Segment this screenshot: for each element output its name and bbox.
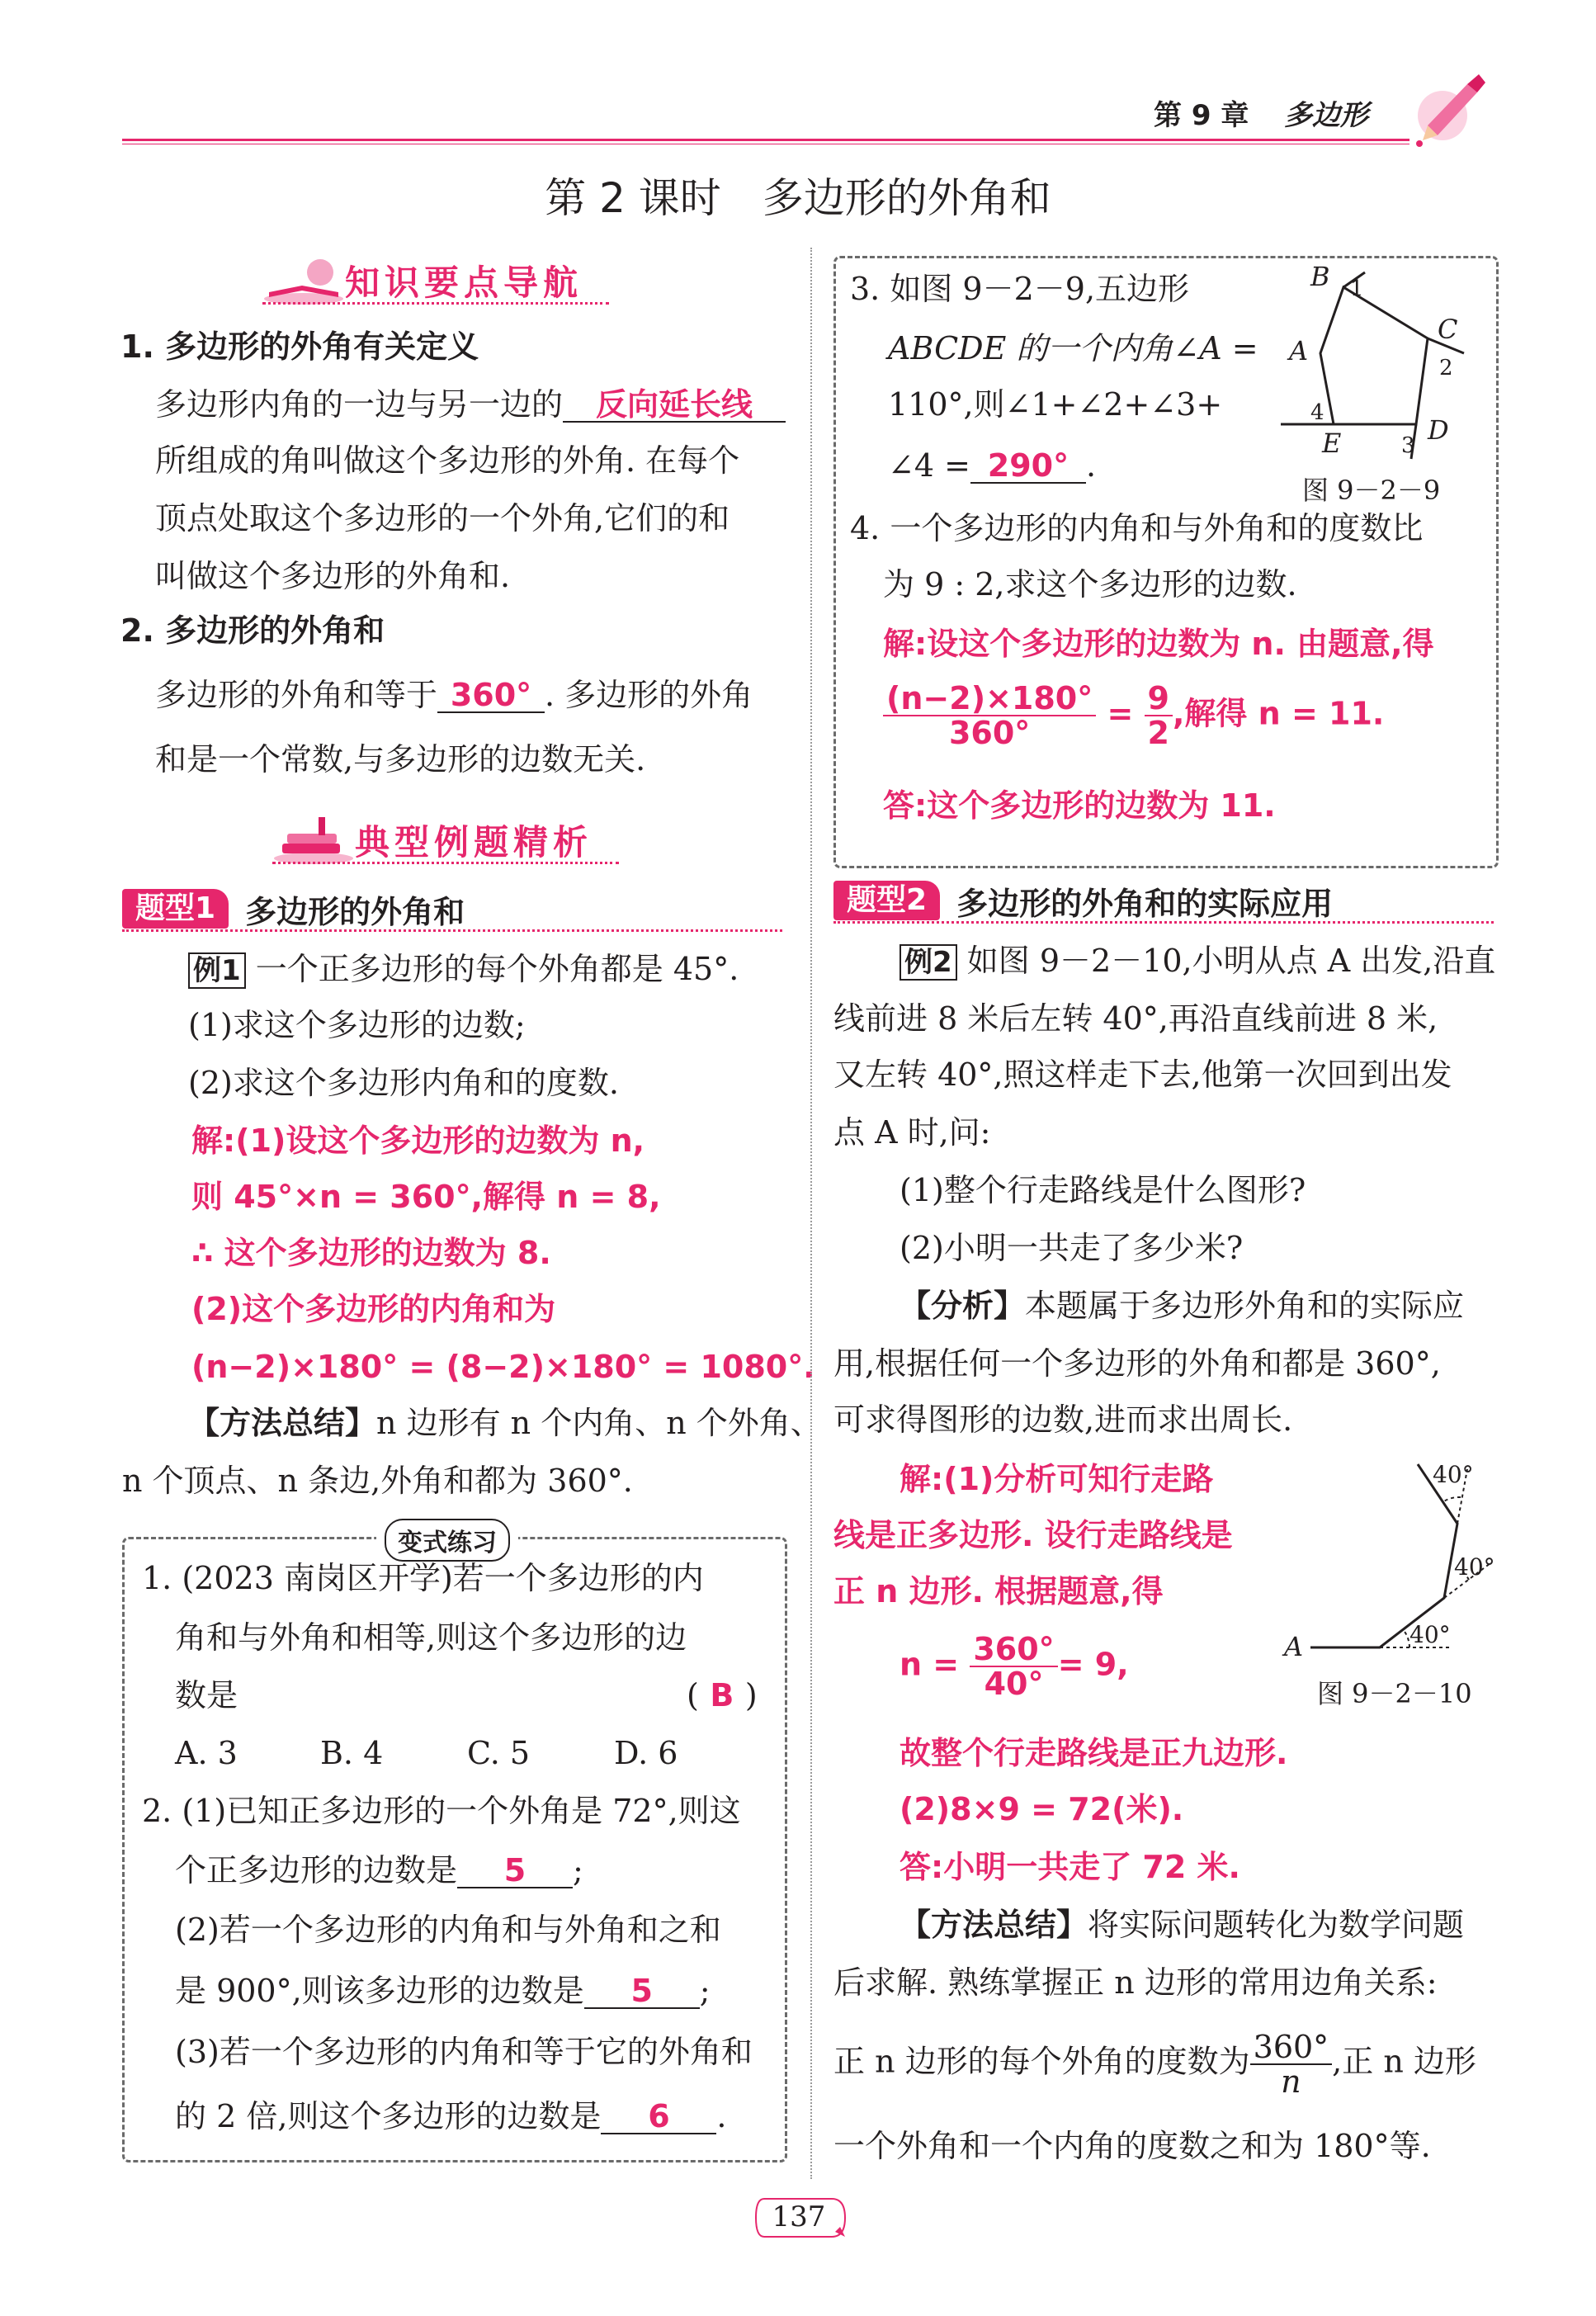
figure-pentagon: [1263, 262, 1485, 477]
chapter-number: 第 9 章: [1154, 99, 1249, 132]
practice2-text2: 是 900°,则该多边形的边数是: [175, 1973, 584, 2009]
method2-line4: 一个外角和一个内角的度数之和为 180°等.: [833, 2128, 1431, 2164]
knowledge-item2-line2: 和是一个常数,与多边形的边数无关.: [155, 741, 646, 778]
practice2-answer1: 5: [457, 1854, 573, 1888]
fig2-angle-1: 40°: [1409, 1621, 1451, 1648]
example1-solution-2: 则 45°×n = 360°,解得 n = 8,: [191, 1179, 661, 1215]
example2-line4: 点 A 时,问:: [833, 1114, 991, 1151]
example2-fraction: [970, 1633, 1057, 1700]
practice3-line3: 110°,则∠1+∠2+∠3+: [888, 386, 1223, 423]
type2-title: 多边形的外角和的实际应用: [956, 885, 1334, 922]
example2-solution-3: 正 n 边形. 根据题意,得: [833, 1573, 1164, 1609]
practice4-fraction2-den: 2: [1147, 715, 1169, 751]
fig2-angle-2: 40°: [1454, 1553, 1495, 1581]
example1-solution-1: 解:(1)设这个多边形的边数为 n,: [191, 1123, 645, 1159]
practice-label-text: 变式练习: [385, 1519, 510, 1562]
example2-text: 如图 9－2－10,小明从点 A 出发,沿直: [966, 943, 1496, 979]
practice1-answer-close: ): [744, 1677, 758, 1713]
walk-path: [1310, 1464, 1457, 1647]
method1-head: 【方法总结】: [188, 1405, 377, 1441]
practice1-option-d: D. 6: [614, 1735, 678, 1771]
practice2-line1: 2. (1)已知正多边形的一个外角是 72°,则这: [142, 1793, 741, 1829]
example2-solution-6: (2)8×9 = 72(米).: [900, 1791, 1184, 1827]
practice4-solution-1: 解:设这个多边形的边数为 n. 由题意,得: [883, 626, 1434, 662]
type2-tag: [833, 880, 1333, 921]
example2-label: 例2: [900, 944, 957, 981]
practice4-fraction2: [1145, 682, 1173, 749]
practice3-text: ∠4 =: [888, 447, 970, 484]
practice2-line2: [175, 1850, 583, 1890]
method1-text: n 边形有 n 个内角、n 个外角、: [376, 1405, 822, 1441]
example1-solution-3: ∴ 这个多边形的边数为 8.: [191, 1235, 551, 1271]
method2-fraction-den: n: [1281, 2063, 1301, 2100]
example1-text: 一个正多边形的每个外角都是 45°.: [255, 951, 739, 987]
practice4-fraction1: [883, 682, 1096, 749]
practice1-answer-open: (: [687, 1677, 699, 1713]
knowledge-item1-line4: 叫做这个多边形的外角和.: [155, 558, 511, 594]
method1-line1: [188, 1403, 822, 1443]
example2-solution-1: 解:(1)分析可知行走路: [900, 1461, 1214, 1497]
practice1-line3: 数是: [175, 1677, 238, 1713]
example1-line: [188, 949, 739, 989]
fig1-label-b: B: [1310, 262, 1330, 292]
practice-label: [376, 1519, 518, 1562]
fig1-angle-2: 2: [1439, 356, 1453, 380]
type2-underline: [833, 921, 1494, 924]
method2-fraction: [1250, 2030, 1333, 2098]
practice4-fraction1-den: 360°: [948, 715, 1031, 751]
method2-text: 将实际问题转化为数学问题: [1088, 1907, 1465, 1943]
examples-banner: [272, 817, 593, 863]
header-rule: [122, 139, 1409, 141]
method2-line2: 后求解. 熟练掌握正 n 边形的常用边角关系:: [833, 1964, 1438, 2001]
practice4-solution-2: [883, 682, 1384, 749]
practice2-answer3: 6: [601, 2100, 716, 2134]
pentagon-outline: [1320, 287, 1428, 424]
analysis-line2: 用,根据任何一个多边形的外角和都是 360°,: [833, 1345, 1441, 1382]
knowledge-item2-answer: 360°: [437, 678, 545, 713]
practice2-line4: [175, 1971, 711, 2011]
chapter-title: 多边形: [1284, 99, 1368, 132]
book-icon: [262, 256, 345, 305]
practice1-answer: B: [710, 1677, 734, 1713]
practice1-answer-bracket: [687, 1676, 758, 1715]
practice3-period: .: [1085, 447, 1097, 484]
fig1-angle-3: 3: [1401, 433, 1415, 458]
angle-arc-1: [1403, 1629, 1409, 1647]
figure-pentagon-caption: 图 9－2－9: [1302, 475, 1441, 506]
analysis-line1: [900, 1286, 1464, 1326]
practice2-period: .: [716, 2098, 727, 2134]
page-number: 137: [772, 2200, 826, 2233]
practice4-solution-2-text: ,解得 n = 11.: [1173, 695, 1385, 732]
type1-underline: [122, 929, 782, 932]
method2-text3-post: ,正 n 边形: [1332, 2043, 1476, 2080]
knowledge-item1-line1: [155, 385, 786, 424]
practice2-semicolon1: ;: [573, 1852, 583, 1888]
figure-walking-path-caption: 图 9－2－10: [1317, 1678, 1472, 1709]
practice4-fraction2-num: 9: [1145, 682, 1173, 716]
practice3-line4: [888, 446, 1096, 485]
practice4-line2: 为 9 : 2,求这个多边形的边数.: [883, 566, 1297, 603]
examples-banner-text: 典型例题精析: [355, 822, 593, 863]
practice2-semicolon2: ;: [699, 1973, 711, 2009]
example2-solution-4: [900, 1633, 1129, 1700]
practice2-line3: (2)若一个多边形的内角和与外角和之和: [175, 1912, 721, 1948]
knowledge-banner-underline: [262, 302, 609, 305]
example1-q2: (2)求这个多边形内角和的度数.: [188, 1065, 619, 1101]
practice2-line6: [175, 2096, 727, 2136]
books-icon: [272, 815, 355, 865]
pencil-decoration-icon: [1403, 68, 1494, 150]
method1-line2: n 个顶点、n 条边,外角和都为 360°.: [122, 1463, 633, 1499]
example2-solution-7: 答:小明一共走了 72 米.: [900, 1849, 1240, 1885]
practice2-line5: (3)若一个多边形的内角和等于它的外角和: [175, 2034, 753, 2070]
example2-line2: 线前进 8 米后左转 40°,再沿直线前进 8 米,: [833, 1000, 1438, 1037]
figure-walking-path: [1277, 1449, 1500, 1672]
knowledge-item1-line2: 所组成的角叫做这个多边形的外角. 在每个: [155, 442, 740, 479]
practice1-option-b: B. 4: [320, 1735, 384, 1771]
method2-line1: [900, 1905, 1464, 1945]
knowledge-item2-text: 多边形的外角和等于: [155, 677, 438, 713]
practice1-line1: 1. (2023 南岗区开学)若一个多边形的内: [142, 1560, 704, 1596]
example1-solution-5: (n−2)×180° = (8−2)×180° = 1080°.: [191, 1349, 815, 1385]
fig2-angle-3: 40°: [1433, 1461, 1474, 1488]
example2-fraction-num: 360°: [970, 1633, 1057, 1667]
method2-line3: [833, 2030, 1476, 2098]
knowledge-item1-text: 多边形内角的一边与另一边的: [155, 386, 564, 423]
knowledge-item2-title: 2. 多边形的外角和: [120, 612, 385, 649]
practice3-line2: ABCDE 的一个内角∠A =: [888, 330, 1258, 366]
example2-result: = 9,: [1057, 1646, 1129, 1683]
analysis-text: 本题属于多边形外角和的实际应: [1025, 1288, 1465, 1324]
angle-arc-3: [1443, 1497, 1461, 1502]
knowledge-banner-text: 知识要点导航: [345, 262, 583, 303]
practice4-equals: =: [1107, 695, 1134, 732]
practice4-fraction1-num: (n−2)×180°: [883, 682, 1096, 716]
type1-tag-label: 题型1: [122, 889, 229, 929]
example2-solution-5: 故整个行走路线是正九边形.: [900, 1735, 1288, 1771]
practice1-line2: 角和与外角和相等,则这个多边形的边: [175, 1619, 687, 1656]
example2-solution-2: 线是正多边形. 设行走路线是: [833, 1517, 1233, 1553]
practice2-text: 个正多边形的边数是: [175, 1852, 458, 1888]
example2-fraction-den: 40°: [984, 1666, 1044, 1702]
example2-q2: (2)小明一共走了多少米?: [900, 1230, 1244, 1266]
practice3-answer: 290°: [970, 449, 1086, 484]
analysis-line3: 可求得图形的边数,进而求出周长.: [833, 1401, 1293, 1438]
example1-q1: (1)求这个多边形的边数;: [188, 1007, 526, 1043]
knowledge-item1-title: 1. 多边形的外角有关定义: [120, 328, 479, 365]
example1-solution-4: (2)这个多边形的内角和为: [191, 1291, 556, 1327]
example2-q1: (1)整个行走路线是什么图形?: [900, 1172, 1306, 1208]
fig1-label-d: D: [1428, 414, 1449, 446]
practice1-option-c: C. 5: [467, 1735, 531, 1771]
method2-text3: 正 n 边形的每个外角的度数为: [833, 2043, 1250, 2080]
example1-label: 例1: [188, 952, 246, 989]
fig2-label-a: A: [1284, 1631, 1304, 1662]
knowledge-banner: [262, 258, 583, 304]
method2-fraction-num: 360°: [1250, 2030, 1333, 2065]
examples-banner-underline: [272, 862, 619, 864]
method2-head: 【方法总结】: [900, 1907, 1088, 1943]
knowledge-item2-text-post: . 多边形的外角: [545, 677, 753, 713]
analysis-head: 【分析】: [900, 1288, 1026, 1324]
example2-line3: 又左转 40°,照这样走下去,他第一次回到出发: [833, 1056, 1452, 1093]
practice1-option-a: A. 3: [175, 1735, 238, 1771]
fig1-angle-1: 1: [1350, 277, 1364, 301]
practice2-answer2: 5: [584, 1974, 700, 2009]
fig1-label-a: A: [1289, 335, 1309, 366]
practice2-text3: 的 2 倍,则这个多边形的边数是: [175, 2098, 602, 2134]
practice4-solution-3: 答:这个多边形的边数为 11.: [883, 787, 1276, 824]
lesson-title: 第 2 课时 多边形的外角和: [545, 174, 1051, 222]
example2-line1: [900, 941, 1495, 981]
type2-tag-label: 题型2: [833, 881, 940, 920]
column-divider: [810, 248, 812, 2179]
knowledge-item1-line3: 顶点处取这个多边形的一个外角,它们的和: [155, 500, 730, 536]
practice4-line1: 4. 一个多边形的内角和与外角和的度数比: [850, 510, 1424, 546]
knowledge-item2-line1: [155, 675, 753, 715]
knowledge-item1-answer: 反向延长线: [563, 388, 786, 423]
type1-tag: [122, 888, 465, 929]
type1-title: 多边形的外角和: [245, 893, 465, 930]
example2-n-equals: n =: [900, 1646, 960, 1683]
fig1-angle-4: 4: [1310, 400, 1324, 425]
fig1-label-c: C: [1438, 314, 1458, 345]
fig1-label-e: E: [1322, 428, 1342, 459]
practice3-line1: 3. 如图 9－2－9,五边形: [850, 271, 1190, 307]
